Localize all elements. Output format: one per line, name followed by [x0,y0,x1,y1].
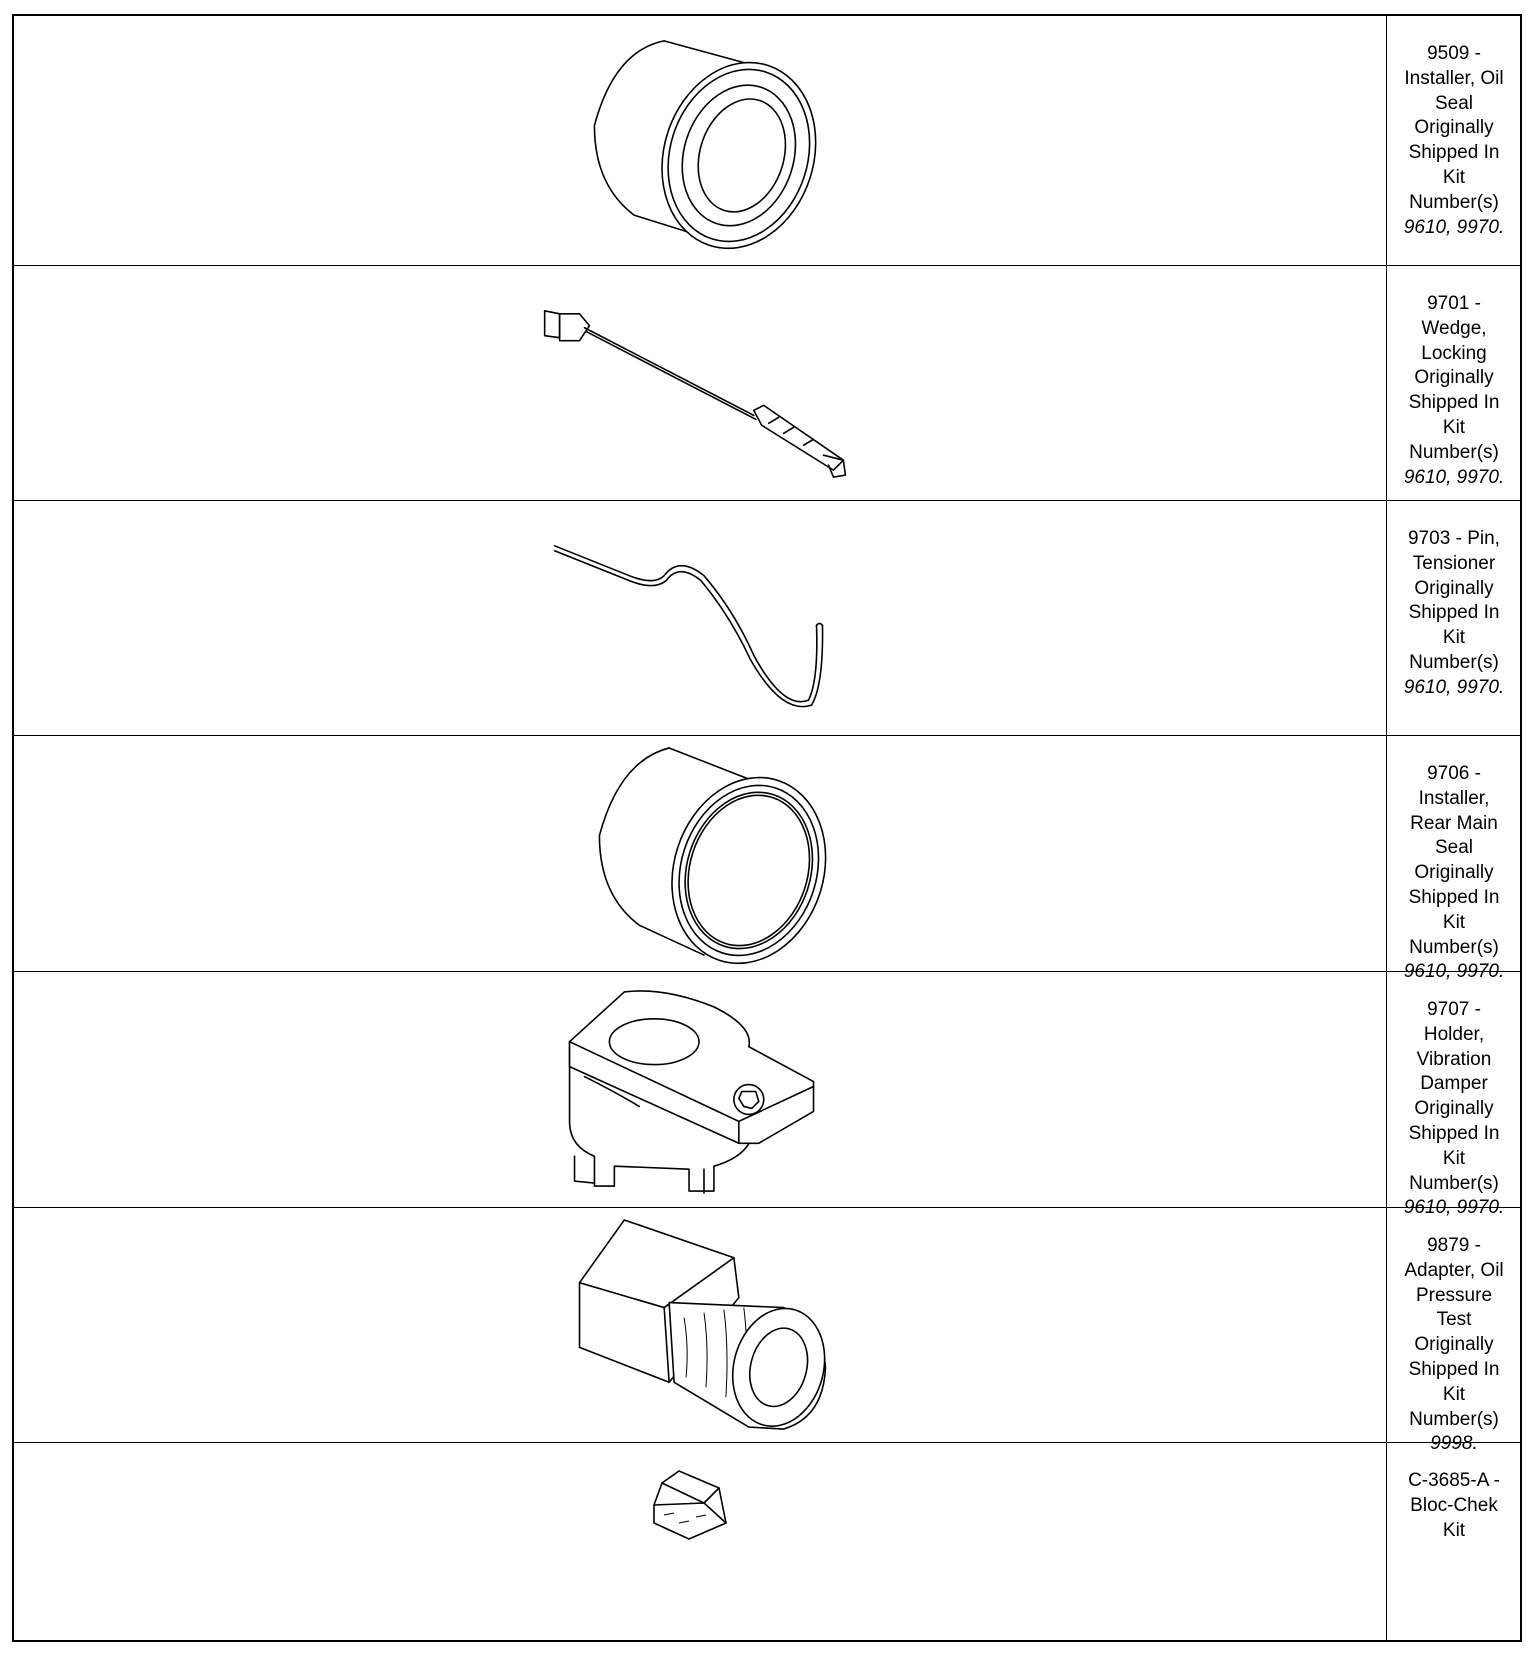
table-row [14,16,1520,266]
tool-description [1388,736,1520,983]
bloc-chek-kit-illustration [14,1443,1387,1640]
tool-description-line: Number(s) [1409,441,1499,463]
tool-number: 9701 - [1427,293,1481,314]
tool-number: 9509 - [1427,43,1481,64]
kit-numbers: 9998. [1430,1433,1478,1455]
tool-description-line: Vibration [1416,1048,1492,1070]
tool-illustration-cell [14,1443,1387,1640]
kit-numbers: 9610, 9970. [1403,961,1505,983]
tool-description-line: Damper [1420,1073,1488,1095]
tool-description-line: Kit [1442,911,1466,933]
tool-description [1388,1443,1520,1640]
tool-description-line: Shipped In [1408,886,1500,908]
tool-description-line: Shipped In [1408,392,1500,414]
tool-description-line: Kit [1442,1147,1466,1169]
tool-description-line: Locking [1421,342,1487,364]
tool-description-line: Tensioner [1412,552,1496,574]
tool-description-line: Number(s) [1409,936,1499,958]
table-row [14,501,1520,736]
tool-description-line: Pressure [1415,1284,1493,1306]
tool-description-line: Adapter, Oil [1404,1259,1504,1281]
tool-number: 9879 - [1427,1235,1481,1256]
tool-description-line: Kit [1442,166,1466,188]
tool-number: C-3685-A - [1408,1470,1500,1491]
table-row [14,266,1520,501]
table-row [14,736,1520,983]
special-tools-table [12,14,1522,1642]
tool-description-line: Shipped In [1408,1358,1500,1380]
kit-numbers: 9610, 9970. [1403,676,1505,698]
tool-description-line: Kit [1442,627,1466,649]
tool-illustration-cell [14,736,1387,971]
locking-wedge-illustration [14,266,1387,500]
rear-main-seal-installer-illustration [14,736,1387,971]
vibration-damper-holder-illustration [14,972,1387,1207]
tool-number: 9706 - [1427,763,1481,784]
tool-illustration-cell [14,501,1387,735]
tool-description [1388,972,1520,1219]
tool-illustration-cell [14,266,1387,500]
tool-description-line: Number(s) [1409,1172,1499,1194]
oil-pressure-adapter-illustration [14,1208,1387,1442]
tool-description-line: Originally [1414,1098,1494,1120]
table-row [14,972,1520,1219]
kit-numbers: 9610, 9970. [1403,1197,1505,1219]
tool-description-line: Test [1436,1309,1472,1331]
tool-description-line: Seal [1434,92,1474,114]
tool-description-line: Shipped In [1408,142,1500,164]
tool-description-line: Holder, [1423,1023,1485,1045]
tool-description-line: Rear Main [1410,812,1498,834]
tool-description [1388,501,1520,735]
kit-numbers: 9610, 9970. [1403,216,1505,238]
tool-illustration-cell [14,16,1387,265]
tool-description-line: Originally [1414,117,1494,139]
tool-description-line: Shipped In [1408,1122,1500,1144]
tool-description [1388,1208,1520,1455]
tool-description-line: Number(s) [1409,651,1499,673]
tool-description-line: Number(s) [1409,191,1499,213]
tool-illustration-cell [14,972,1387,1207]
tool-description-line: Originally [1414,1334,1494,1356]
table-row [14,1443,1520,1640]
tool-description-line: Kit [1442,1519,1466,1541]
tool-illustration-cell [14,1208,1387,1442]
tool-description-line: Originally [1414,367,1494,389]
tool-description-line: Seal [1434,837,1474,859]
tool-description [1388,266,1520,500]
tool-number: 9707 - [1427,999,1481,1020]
table-row [14,1208,1520,1455]
tool-description-line: Bloc-Chek [1410,1494,1498,1516]
tensioner-pin-illustration [14,501,1387,735]
tool-description-line: Installer, Oil [1404,67,1504,89]
tool-description-line: Kit [1442,1383,1466,1405]
tool-description-line: Wedge, [1421,317,1487,339]
tool-description-line: Kit [1442,416,1466,438]
tool-description-line: Installer, [1418,787,1490,809]
tool-description-line: Shipped In [1408,602,1500,624]
tool-number: 9703 - Pin, [1408,528,1500,549]
tool-description-line: Originally [1414,577,1494,599]
kit-numbers: 9610, 9970. [1403,466,1505,488]
tool-description [1388,16,1520,265]
tool-description-line: Number(s) [1409,1408,1499,1430]
oil-seal-installer-illustration [14,16,1387,265]
tool-description-line: Originally [1414,862,1494,884]
